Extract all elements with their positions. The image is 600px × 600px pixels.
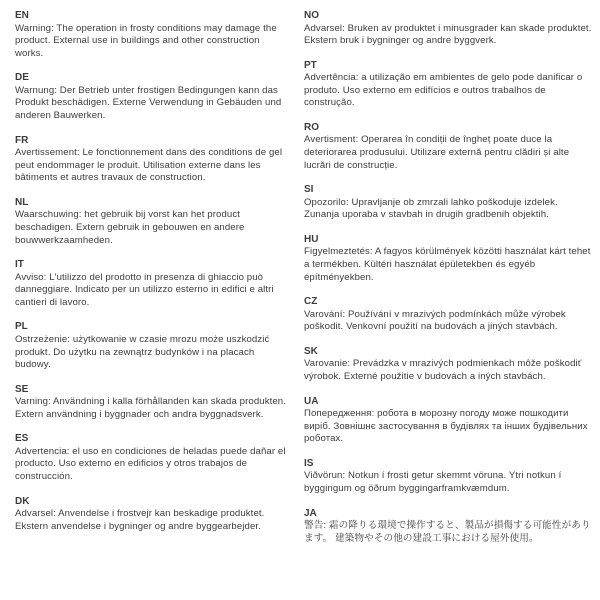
lang-code-hu: HU (304, 233, 319, 245)
lang-section-it (15, 259, 288, 309)
warning-text-en: Warning: The operation in frosty conditions may damage the product. External use in buildings and other construction works. (15, 22, 277, 59)
lang-section-en (15, 10, 288, 60)
lang-code-dk: DK (15, 495, 30, 507)
warning-text-ua: Попередження: робота в морозну погоду може пошкодити виріб. Зовнішнє застосування в будівлях та інших будівельних роботах. (304, 408, 588, 445)
warning-text-pt: Advertência: a utilização em ambientes de gelo pode danificar o produto. Uso externo em edifícios e outros trabalhos de construção. (304, 72, 583, 109)
lang-section-dk (15, 496, 288, 534)
lang-code-ja: JA (304, 507, 317, 519)
lang-section-pl (15, 321, 288, 371)
lang-code-fr: FR (15, 134, 29, 146)
lang-code-cz: CZ (304, 296, 318, 308)
lang-code-es: ES (15, 433, 29, 445)
lang-section-is (304, 458, 594, 496)
lang-code-is: IS (304, 457, 314, 469)
lang-code-pt: PT (304, 59, 317, 71)
warning-text-no: Advarsel: Bruken av produktet i minusgrader kan skade produktet. Ekstern bruk i bygninger og andre byggverk. (304, 22, 592, 47)
lang-section-ja (304, 508, 594, 546)
warning-text-cz: Varování: Používání v mrazivých podmínkách může výrobek poškodit. Venkovní použití na budovách a jiných stavbách. (304, 308, 566, 333)
warning-text-se: Varning: Användning i kalla förhållanden kan skada produkten. Extern användning i byggnader och andra byggnadsverk. (15, 396, 286, 420)
lang-code-nl: NL (15, 196, 29, 208)
lang-code-ua: UA (304, 395, 319, 407)
lang-code-pl: PL (15, 321, 28, 333)
lang-code-de: DE (15, 72, 29, 84)
lang-section-sk (304, 346, 594, 384)
warning-text-is: Viðvörun: Notkun í frosti getur skemmt vöruna. Ytri notkun í byggingum og öðrum byggingarframkvæmdum. (304, 470, 562, 494)
lang-section-cz (304, 296, 594, 334)
lang-section-si (304, 184, 594, 222)
warning-text-dk: Advarsel: Anvendelse i frostvejr kan beskadige produktet. Ekstern anvendelse i bygninger og andre byggearbejder. (15, 508, 265, 532)
lang-code-en: EN (15, 10, 29, 21)
lang-code-it: IT (15, 259, 24, 271)
lang-section-se (15, 384, 288, 422)
warning-text-ja: 警告: 霜の降りる環境で操作すると、製品が損傷する可能性があります。 建築物やその他の建設工事における屋外使用。 (304, 520, 591, 544)
warning-text-ro: Avertisment: Operarea în condiții de îngheț poate duce la deteriorarea produsului. Utilizare externă pentru clădiri și alte lucrări de construcție. (304, 134, 570, 171)
warning-text-fr: Avertissement: Le fonctionnement dans des conditions de gel peut endommager le produit. Utilisation externe dans les bâtiments et autres travaux de construction. (15, 147, 283, 184)
lang-code-se: SE (15, 383, 29, 395)
lang-section-fr (15, 135, 288, 185)
lang-section-de (15, 72, 288, 122)
warning-text-si: Opozorilo: Upravljanje ob zmrzali lahko poškoduje izdelek. Zunanja uporaba v stavbah in drugih gradbenih objektih. (304, 196, 558, 221)
lang-code-no: NO (304, 10, 319, 21)
warning-text-es: Advertencia: el uso en condiciones de heladas puede dañar el producto. Uso externo en edificios y otros trabajos de construcción. (15, 445, 286, 483)
warning-text-it: Avviso: L'utilizzo del prodotto in presenza di ghiaccio può danneggiare. Indicato per un utilizzo esterno in edifici e altri cantieri di lavoro. (15, 271, 274, 308)
lang-section-ua (304, 396, 594, 446)
warning-text-nl: Waarschuwing: het gebruik bij vorst kan het product beschadigen. Extern gebruik in gebouwen en andere bouwwerkzaamheden. (15, 209, 245, 246)
lang-section-pt (304, 60, 594, 110)
lang-section-hu (304, 234, 594, 284)
lang-section-ro (304, 122, 594, 172)
warning-text-pl: Ostrzeżenie: użytkowanie w czasie mrozu może uszkodzić produkt. Do użytku na zewnątrz budynków i na placach budowy. (15, 333, 270, 371)
warning-text-hu: Figyelmeztetés: A fagyos körülmények közötti használat kárt tehet a termékben. Kültéri használat épületekben és egyéb építményekben. (304, 246, 591, 283)
lang-section-no (304, 10, 594, 48)
lang-section-nl (15, 197, 288, 247)
lang-code-si: SI (304, 184, 314, 196)
lang-section-es (15, 433, 288, 483)
lang-code-sk: SK (304, 345, 318, 357)
warning-text-de: Warnung: Der Betrieb unter frostigen Bedingungen kann das Produkt beschädigen. Externe Verwendung in Gebäuden und anderen Bauwerken. (15, 84, 282, 121)
lang-code-ro: RO (304, 121, 319, 133)
left-column (15, 10, 302, 594)
warning-text-sk: Varovanie: Prevádzka v mrazivých podmienkach môže poškodiť výrobok. Externé použitie v budovách a iných stavbách. (304, 358, 582, 382)
right-column (302, 10, 594, 594)
